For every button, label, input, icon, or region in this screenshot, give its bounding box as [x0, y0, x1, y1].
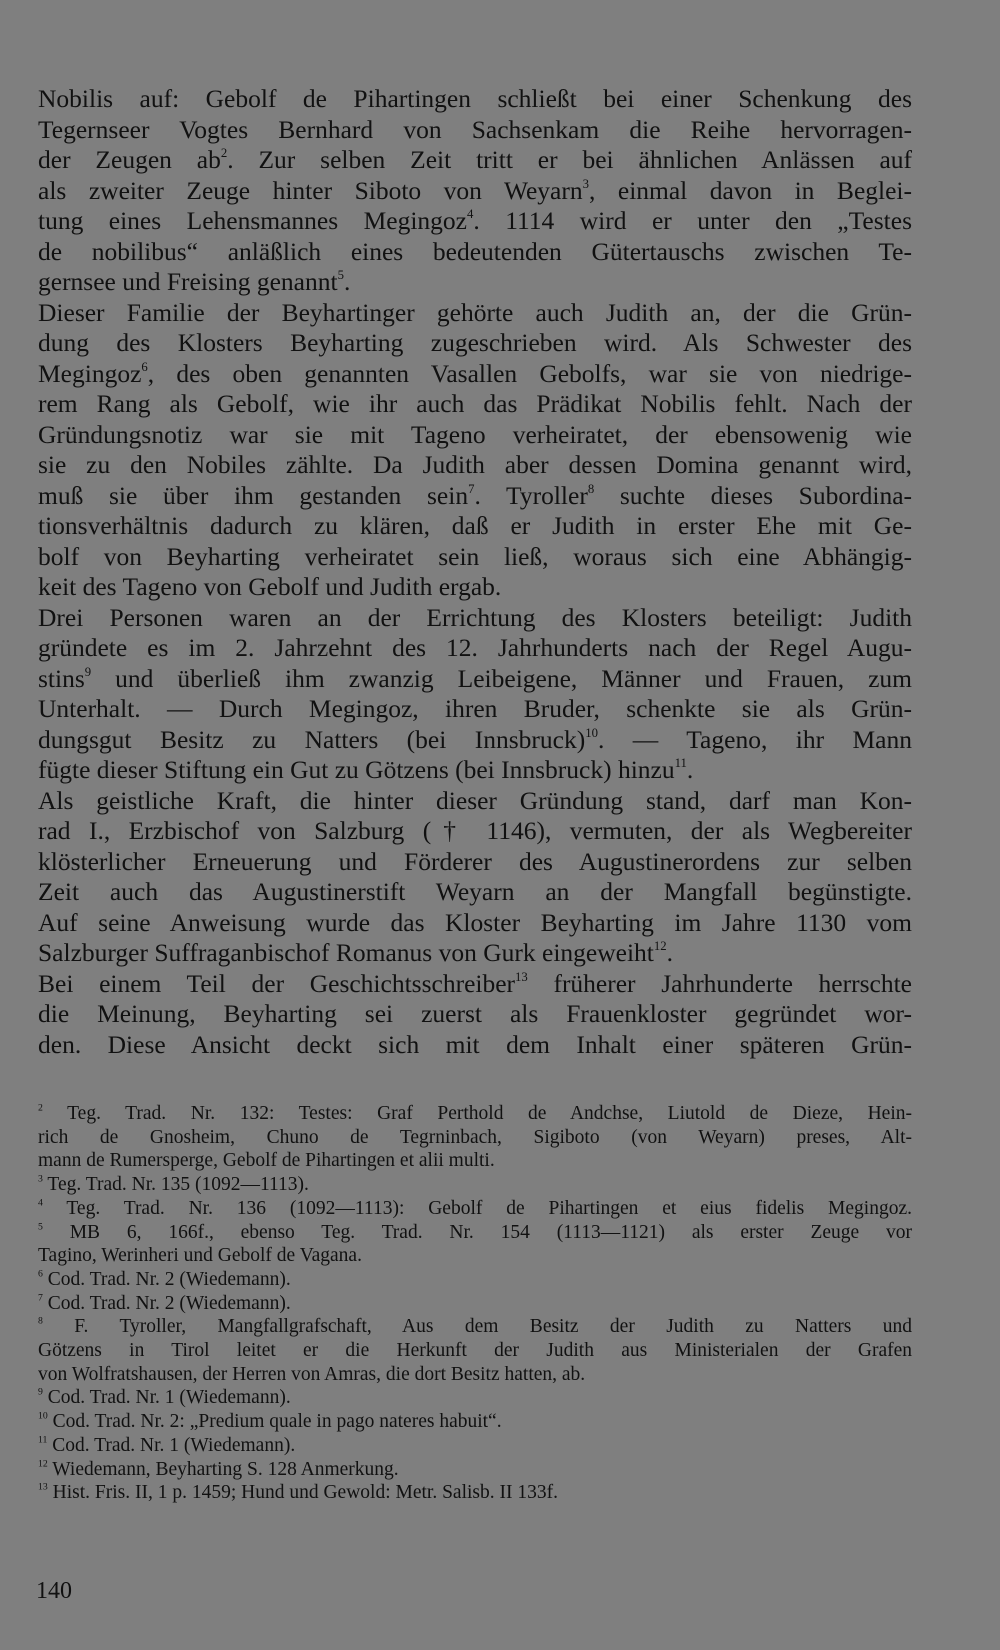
text-segment: tung eines Lehensmannes Megingoz: [38, 206, 467, 235]
footnote-number: 13: [38, 1481, 48, 1493]
text-line: [38, 1030, 912, 1061]
text-segment: tionsverhältnis dadurch zu klären, daß er Judith in erster Ehe mit Ge-: [38, 511, 912, 540]
text-line: [38, 603, 912, 634]
footnote-line: [38, 1458, 912, 1482]
footnote-text: Hist. Fris. II, 1 p. 1459; Hund und Gewold: Metr. Salisb. II 133f.: [47, 1482, 558, 1504]
text-segment: fügte dieser Stiftung ein Gut zu Götzens (bei Innsbruck) hinzu: [38, 755, 675, 784]
text-line: [38, 328, 912, 359]
footnote-number: 11: [38, 1434, 48, 1446]
text-line: [38, 176, 912, 207]
text-segment: den. Diese Ansicht deckt sich mit dem Inhalt einer späteren Grün-: [38, 1029, 912, 1059]
text-segment: dung des Klosters Beyharting zugeschrieben wird. Als Schwester des: [38, 328, 912, 357]
footnote-text: Cod. Trad. Nr. 1 (Wiedemann).: [42, 1387, 291, 1409]
text-segment: , des oben genannten Vasallen Gebolfs, war sie von niedrige-: [147, 358, 912, 388]
text-line: [38, 908, 912, 939]
text-line: [38, 664, 912, 695]
footnotes: [38, 1102, 912, 1505]
text-line: [38, 938, 912, 969]
text-segment: , einmal davon in Beglei-: [589, 175, 912, 205]
text-segment: Bei einem Teil der Geschichtsschreiber: [38, 968, 516, 998]
footnote-text: Cod. Trad. Nr. 2 (Wiedemann).: [42, 1292, 291, 1314]
footnote-line: [38, 1197, 912, 1221]
text-segment: .: [666, 938, 674, 967]
text-segment: sie zu den Nobiles zählte. Da Judith aber dessen Domina genannt wird,: [38, 450, 912, 479]
text-line: [38, 450, 912, 481]
footnote-line: [38, 1221, 912, 1245]
text-segment: rem Rang als Gebolf, wie ihr auch das Prädikat Nobilis fehlt. Nach der: [38, 389, 912, 418]
text-segment: früherer Jahrhunderte herrschte: [527, 968, 912, 998]
text-line: [38, 999, 912, 1030]
footnote-line: [38, 1173, 912, 1197]
footnote-ref: 8: [587, 481, 595, 496]
footnote-ref: 5: [337, 268, 344, 283]
text-segment: .: [343, 267, 351, 296]
text-segment: Salzburger Suffraganbischof Romanus von Gurk eingeweiht: [38, 938, 654, 967]
footnote-line: [38, 1102, 912, 1126]
text-segment: . Zur selben Zeit tritt er bei ähnlichen Anlässen auf: [227, 145, 912, 174]
footnote-number: 9: [38, 1387, 43, 1399]
text-segment: rad I., Erzbischof von Salzburg († 1146), vermuten, der als Wegbereiter: [38, 816, 912, 845]
text-line: [38, 115, 912, 146]
text-segment: als zweiter Zeuge hinter Siboto von Weyarn: [38, 175, 583, 205]
footnote-number: 3: [38, 1173, 43, 1185]
footnote-text: Götzens in Tirol leitet er die Herkunft der Judith aus Ministerialen der Grafen: [38, 1340, 912, 1362]
footnote-number: 10: [38, 1410, 48, 1422]
text-line: [38, 755, 912, 786]
text-line: [38, 786, 912, 817]
footnote-text: mann de Rumersperge, Gebolf de Pihartingen et alii multi.: [38, 1150, 495, 1172]
text-line: [38, 206, 912, 237]
text-segment: dungsgut Besitz zu Natters (bei Innsbruck): [38, 724, 586, 754]
text-line: [38, 481, 912, 512]
footnote-line: [38, 1339, 912, 1363]
footnote-text: Teg. Trad. Nr. 132: Testes: Graf Perthold de Andchse, Liutold de Dieze, Hein-: [42, 1103, 912, 1124]
footnote-ref: 6: [141, 359, 148, 374]
footnote-text: Cod. Trad. Nr. 2 (Wiedemann).: [42, 1268, 291, 1290]
text-line: [38, 298, 912, 329]
text-segment: gernsee und Freising genannt: [38, 267, 338, 296]
footnote-text: F. Tyroller, Mangfallgrafschaft, Aus dem Besitz der Judith zu Natters und: [42, 1316, 912, 1338]
footnote-number: 7: [38, 1292, 43, 1304]
text-segment: . — Tageno, ihr Mann: [597, 724, 913, 754]
footnote-text: Tagino, Werinheri und Gebolf de Vagana.: [38, 1245, 362, 1267]
text-segment: Gründungsnotiz war sie mit Tageno verheiratet, der ebensowenig wie: [38, 419, 912, 449]
footnote-ref: 3: [582, 176, 589, 191]
footnote-ref: 7: [468, 481, 475, 496]
text-segment: . Tyroller: [474, 480, 588, 510]
footnote-line: [38, 1386, 912, 1410]
text-line: [38, 237, 912, 268]
footnote-text: Teg. Trad. Nr. 135 (1092—1113).: [42, 1174, 309, 1196]
text-segment: und überließ ihm zwanzig Leibeigene, Männer und Frauen, zum: [91, 663, 912, 693]
text-segment: Tegernseer Vogtes Bernhard von Sachsenkam die Reihe hervorragen-: [38, 114, 912, 144]
footnote-line: [38, 1481, 912, 1505]
footnote-text: Wiedemann, Beyharting S. 128 Anmerkung.: [47, 1458, 399, 1480]
text-line: [38, 877, 912, 908]
footnote-number: 12: [38, 1458, 48, 1470]
footnote-text: Cod. Trad. Nr. 2: „Predium quale in pago nateres habuit“.: [47, 1411, 502, 1433]
footnote-number: 2: [38, 1102, 43, 1114]
footnote-line: [38, 1244, 912, 1268]
text-segment: die Meinung, Beyharting sei zuerst als Frauenkloster gegründet wor-: [38, 999, 912, 1028]
text-segment: . 1114 wird er unter den „Testes: [473, 206, 912, 235]
footnote-ref: 2: [220, 146, 228, 161]
footnote-line: [38, 1315, 912, 1339]
text-line: [38, 847, 912, 878]
text-segment: .: [686, 755, 694, 784]
text-segment: suchte dieses Subordina-: [594, 480, 912, 510]
text-segment: muß sie über ihm gestanden sein: [38, 480, 469, 510]
footnote-text: von Wolfratshausen, der Herren von Amras, die dort Besitz hatten, ab.: [38, 1363, 586, 1385]
text-segment: Als geistliche Kraft, die hinter dieser Gründung stand, darf man Kon-: [38, 785, 912, 815]
text-line: [38, 511, 912, 542]
text-line: [38, 633, 912, 664]
footnote-number: 8: [38, 1316, 43, 1328]
text-line: [38, 420, 912, 451]
footnote-line: [38, 1126, 912, 1150]
text-segment: Megingoz: [38, 358, 142, 388]
footnote-line: [38, 1410, 912, 1434]
footnote-ref: 12: [653, 939, 667, 954]
text-segment: klösterlicher Erneuerung und Förderer des Augustinerordens zur selben: [38, 846, 912, 876]
footnote-text: Teg. Trad. Nr. 136 (1092—1113): Gebolf de Pihartingen et eius fidelis Megingoz.: [42, 1197, 912, 1219]
text-line: [38, 969, 912, 1000]
footnote-text: MB 6, 166f., ebenso Teg. Trad. Nr. 154 (1113—1121) als erster Zeuge vor: [42, 1221, 912, 1243]
text-segment: Drei Personen waren an der Errichtung des Klosters beteiligt: Judith: [38, 602, 912, 632]
text-line: [38, 572, 912, 603]
text-segment: Zeit auch das Augustinerstift Weyarn an der Mangfall begünstigte.: [38, 877, 912, 906]
text-segment: bolf von Beyharting verheiratet sein ließ, woraus sich eine Abhängig-: [38, 541, 912, 571]
footnote-ref: 10: [585, 725, 598, 740]
text-line: [38, 542, 912, 573]
text-line: [38, 267, 912, 298]
footnote-line: [38, 1268, 912, 1292]
text-segment: Auf seine Anweisung wurde das Kloster Beyharting im Jahre 1130 vom: [38, 907, 912, 937]
footnote-line: [38, 1434, 912, 1458]
footnote-ref: 4: [467, 207, 474, 222]
text-line: [38, 816, 912, 847]
text-segment: Dieser Familie der Beyhartinger gehörte auch Judith an, der die Grün-: [38, 297, 912, 327]
footnote-line: [38, 1149, 912, 1173]
footnote-ref: 11: [674, 756, 687, 771]
main-text: [38, 84, 912, 1060]
text-segment: gründete es im 2. Jahrzehnt des 12. Jahrhunderts nach der Regel Augu-: [38, 633, 912, 662]
footnote-number: 4: [38, 1197, 43, 1209]
footnote-number: 5: [38, 1221, 43, 1233]
text-segment: der Zeugen ab: [38, 145, 221, 174]
text-line: [38, 389, 912, 420]
footnote-line: [38, 1292, 912, 1316]
footnote-ref: 9: [84, 664, 92, 679]
text-line: [38, 694, 912, 725]
footnote-number: 6: [38, 1268, 43, 1280]
footnote-text: Cod. Trad. Nr. 1 (Wiedemann).: [47, 1434, 296, 1456]
text-segment: de nobilibus“ anläßlich eines bedeutenden Gütertauschs zwischen Te-: [38, 236, 912, 266]
text-line: [38, 725, 912, 756]
text-line: [38, 84, 912, 115]
footnote-text: rich de Gnosheim, Chuno de Tegrninbach, Sigiboto (von Weyarn) preses, Alt-: [38, 1126, 912, 1148]
footnote-ref: 13: [515, 969, 528, 984]
text-segment: Unterhalt. — Durch Megingoz, ihren Bruder, schenkte sie als Grün-: [38, 694, 912, 723]
text-segment: keit des Tageno von Gebolf und Judith ergab.: [38, 572, 502, 601]
text-line: [38, 145, 912, 176]
text-line: [38, 359, 912, 390]
text-segment: Nobilis auf: Gebolf de Pihartingen schließt bei einer Schenkung des: [38, 84, 912, 113]
text-segment: stins: [38, 663, 85, 693]
footnote-line: [38, 1363, 912, 1387]
page-number: 140: [36, 1578, 72, 1604]
